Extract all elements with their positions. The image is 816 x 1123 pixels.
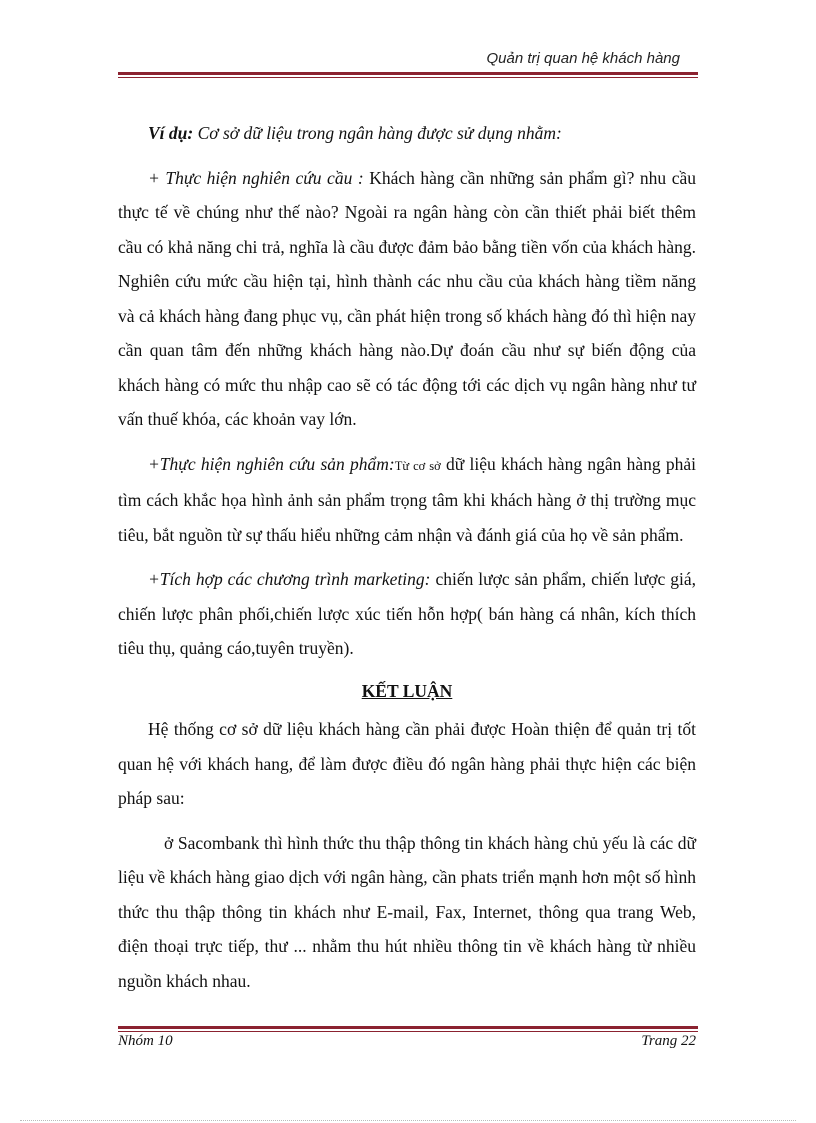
footer-page-number: Trang 22 [641, 1033, 696, 1049]
paragraph-conclusion: Hệ thống cơ sở dữ liệu khách hàng cần phải được Hoàn thiện để quản trị tốt quan hệ với khách hang, để làm được điều đó ngân hàng phải thực hiện các biện pháp sau: [118, 719, 696, 808]
product-research-text: dữ liệu khách hàng ngân hàng phải tìm cách khắc họa hình ảnh sản phẩm trọng tâm khi khách hàng ở thị trường mục tiêu, bắt nguồn từ sự thấu hiểu những cảm nhận và đánh giá của họ về sản phẩm. [118, 453, 696, 545]
product-research-label: +Thực hiện nghiên cứu sản phẩm: [148, 453, 395, 474]
demand-research-text: Khách hàng cần những sản phẩm gì? nhu cầu thực tế về chúng như thế nào? Ngoài ra ngân hàng còn cần thiết phải biết thêm cầu có khả năng chi trả, nghĩa là cầu được đảm bảo bằng tiền vốn của khách hàng. Nghiên cứu mức cầu hiện tại, hình thành các nhu cầu của khách hàng tiềm năng và cả khách hàng đang phục vụ, cần phát hiện trong số khách hàng đó thì hiện nay cần quan tâm đến những khách hàng nào.Dự đoán cầu như sự biến động của khách hàng có mức thu nhập cao sẽ có tác động tới các dịch vụ ngân hàng như tư vấn thuế khóa, các khoản vay lớn. [118, 167, 696, 429]
paragraph-sacombank: ở Sacombank thì hình thức thu thập thông tin khách hàng chủ yếu là các dữ liệu về khách hàng giao dịch với ngân hàng, cần phats triển mạnh hơn một số hình thức thu thập thông tin khách như E-mail, Fax, Internet, thông qua trang Web, điện thoại trực tiếp, thư ... nhằm thu hút nhiều thông tin về khách hàng từ nhiều nguồn khách nhau. [118, 832, 696, 991]
marketing-text: chiến lược sản phẩm, chiến lược giá, chiến lược phân phối,chiến lược xúc tiến hỗn hợp( bán hàng cá nhân, kích thích tiêu thụ, quảng cáo,tuyên truyền). [118, 569, 696, 658]
header-title: Quản trị quan hệ khách hàng [486, 50, 680, 67]
demand-research-label: + Thực hiện nghiên cứu cầu : [148, 167, 364, 188]
footer-rule [118, 1026, 698, 1032]
example-label: Ví dụ: [148, 123, 194, 143]
paragraph-demand-research [118, 161, 696, 437]
footer-group: Nhóm 10 [118, 1033, 173, 1049]
paragraph-example [118, 116, 696, 151]
example-text: Cơ sở dữ liệu trong ngân hàng được sử dụng nhằm: [193, 123, 562, 143]
marketing-label: +Tích hợp các chương trình marketing: [148, 569, 431, 589]
conclusion-title: KẾT LUẬN [361, 680, 453, 701]
page-edge-divider [20, 1120, 796, 1121]
paragraph-product-research [118, 447, 696, 553]
product-research-small-text: Từ cơ sở [394, 458, 441, 473]
page-body [118, 116, 696, 998]
paragraph-marketing [118, 562, 696, 666]
header-rule [118, 72, 698, 78]
